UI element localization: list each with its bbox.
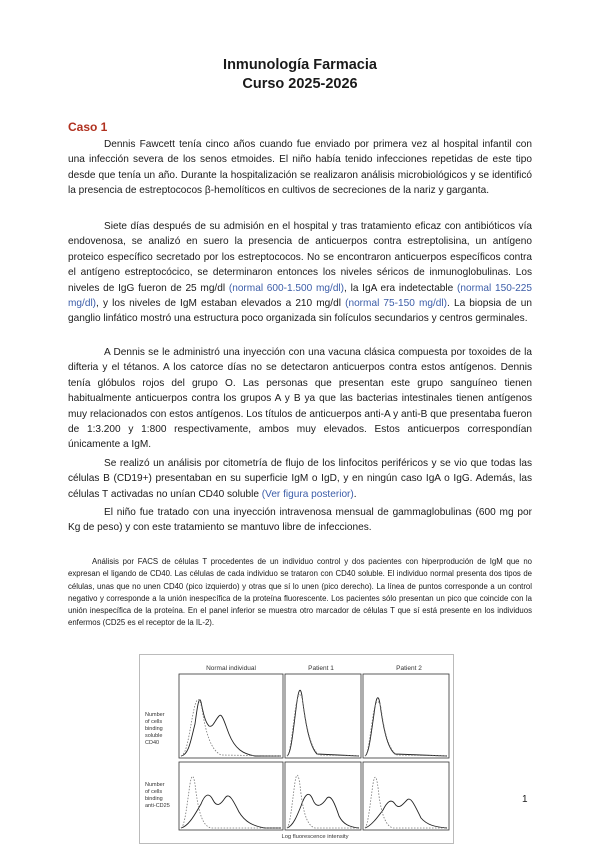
row1-label-line: soluble: [145, 733, 163, 739]
paragraph-2: [68, 219, 532, 327]
column-title-normal: Normal individual: [206, 665, 256, 672]
row2-label-line: anti-CD25: [145, 803, 170, 809]
paragraph-5: El niño fue tratado con una inyección intravenosa mensual de gammaglobulinas (600 mg por Kg de peso) y con este tratamiento se mantuvo libre de infecciones.: [68, 507, 532, 534]
row1-label-line: binding: [145, 726, 163, 732]
paragraph-4: [68, 456, 532, 502]
column-title-patient-2: Patient 2: [396, 665, 422, 672]
case-heading: Caso 1: [68, 120, 108, 134]
paragraph-2-text: Siete días después de su admisión en el hospital y tras tratamiento eficaz con antibióticos vía endovenosa, se analizó en suero la presencia de anticuerpos contra estreptolisina, un antígeno proteico específico secretado por los estreptococos. No se encontraron anticuerpos específicos contra el antígeno estreptocócico, se determinaron entonces los niveles séricos de inmunoglobulinas. Los niveles de IgG fueron de 25 mg/dl: [68, 221, 532, 294]
page-number: 1: [522, 794, 528, 805]
row2-label-line: of cells: [145, 789, 163, 795]
iga-normal-range: (normal 150-225 mg/dl): [68, 282, 533, 310]
figure-caption: Análisis por FACS de células T procedentes de un individuo control y dos pacientes con hiperprodución de IgM que no expresan el ligando de CD40. Las células de cada individuo se trataron con CD40 soluble. El individuo normal presenta dos tipos de células, unas que no unen CD40 (pico izquierdo) y otras que sí lo unen (pico derecho). La línea de puntos corresponde a un control negativo y corresponde a la unión inespecífica de la proteína fluorescente. Los pacientes sólo presentan un pico que coincide con la unión inespecífica de la proteína. En el panel inferior se muestra otro marcador de células T que sí está presente en los individuos enfermos (CD25 es el receptor de la IL-2).: [68, 557, 532, 628]
paragraph-2-text: . La biopsia de un ganglio linfático mostró una estructura poco organizada sin folículos secundarios y centros germinales.: [68, 298, 532, 325]
paragraph-4-end: .: [353, 488, 357, 500]
row1-label-line: of cells: [145, 719, 163, 725]
paragraph-2-text: , la IgA era indetectable: [344, 282, 454, 294]
paragraph-4-text: Se realizó un análisis por citometría de flujo de los linfocitos periféricos y se vio que todas las células B (CD19+) presentaban en su superficie IgM o IgD, y en ningún caso IgA o IgG. Además, las células T activadas no unían CD40 soluble: [68, 458, 532, 500]
figure-reference: (Ver figura posterior): [261, 488, 354, 500]
figure-border: [140, 655, 454, 844]
paragraph-3: A Dennis se le administró una inyección con una vacuna clásica compuesta por toxoides de la difteria y el tétanos. A los catorce días no se detectaron anticuerpos contra estos antígenos. Dennis tenía glóbulos rojos del grupo O. Las personas que presentan este grupo sanguíneo tienen habitualmente anticuerpos contra los grupos A y B ya que las bacterias intestinales tienen antígenos muy relacionados con estos antígenos. Los títulos de anticuerpos anti-A y anti-B que presentaba fueron de 1:3.200 y 1:800 respectivamente, ambos muy elevados. Estos anticuerpos correspondían únicamente a IgM.: [68, 347, 532, 451]
igg-normal-range: (normal 600-1.500 mg/dl): [228, 282, 345, 294]
row1-label-line: Number: [145, 712, 165, 718]
row2-label-line: binding: [145, 796, 163, 802]
igm-normal-range: (normal 75-150 mg/dl): [345, 298, 448, 310]
row2-label-line: Number: [145, 782, 165, 788]
column-title-patient-1: Patient 1: [308, 665, 334, 672]
paragraph-2-text: , y los niveles de IgM estaban elevados a 210 mg/dl: [96, 298, 341, 310]
paragraph-1: Dennis Fawcett tenía cinco años cuando fue enviado por primera vez al hospital infantil con una infección severa de los senos etmoides. El niño había tenido infecciones repetidas de este tipo desde que tenía un año. Durante la hospitalización se realizaron análisis microbiológicos y se identificó la presencia de estreptococos β-hemolíticos en cultivos de secreciones de la nariz y garganta.: [68, 139, 532, 197]
facs-figure: [139, 654, 454, 844]
course-year: Curso 2025-2026: [242, 76, 358, 92]
x-axis-label: Log fluorescence intensity: [281, 834, 349, 840]
document-title: Inmunología Farmacia: [223, 57, 377, 73]
row1-label-line: CD40: [145, 740, 160, 746]
